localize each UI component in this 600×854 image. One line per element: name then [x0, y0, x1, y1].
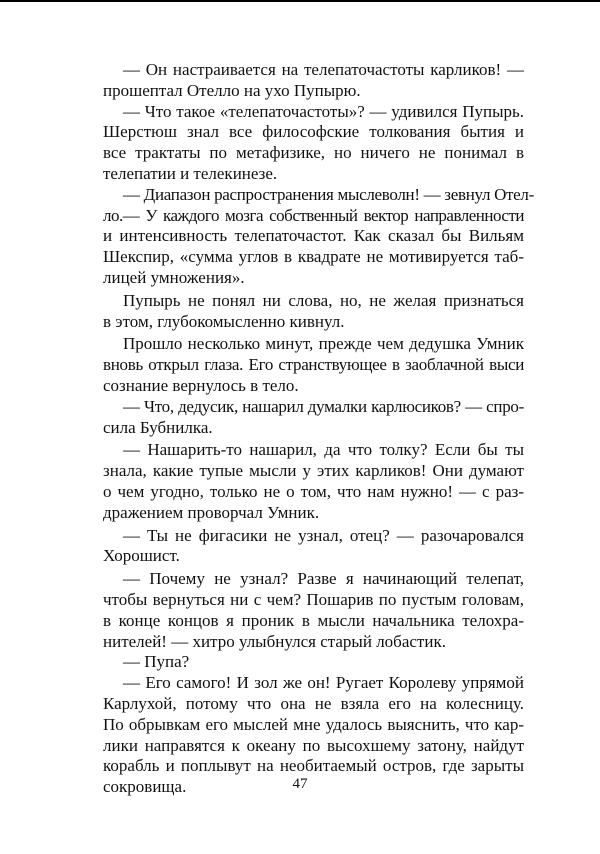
text-line: все трактаты по метафизике, но ничего не понимал в: [103, 143, 524, 163]
text-line: дражением проворчал Умник.: [103, 502, 320, 522]
text-line: Шерстюш знал все философские толкования бытия и: [103, 122, 524, 142]
text-line: сознание вернулось в тело.: [103, 375, 299, 395]
text-line: о чем угодно, только не о том, что нам нужно! — с раз-: [103, 481, 524, 501]
text-line: в конце концов я проник в мысли начальника телохра-: [103, 610, 524, 630]
text-line: в этом, глубокомысленно кивнул.: [103, 311, 345, 331]
text-line: чтобы вернуться ни с чем? Пошарив по пустым головам,: [103, 589, 524, 609]
text-line: — Диапазон распространения мыслеволн! — зевнул Отел-: [123, 184, 534, 204]
text-line: — Ты не фигасики не узнал, отец? — разочаровался: [123, 525, 524, 545]
text-line: — Его самого! И зол же он! Ругает Королеву упрямой: [123, 673, 524, 693]
text-line: — Что, дедусик, нашарил думалки карлюсиков? — спро-: [123, 396, 524, 416]
text-line: Карлухой, потому что она не взяла его на колесницу.: [103, 693, 524, 713]
text-line: ло.— У каждого мозга собственный вектор направленности: [103, 205, 524, 225]
page-number: 47: [292, 776, 308, 792]
text-line: телепатии и телекинезе.: [103, 163, 278, 183]
text-line: и интенсивность телепаточастот. Как сказал бы Вильям: [103, 226, 524, 246]
text-line: знала, какие тупые мысли у этих карликов! Они думают: [103, 461, 524, 481]
text-line: вновь открыл глаза. Его странствующее в заоблачной выси: [103, 355, 524, 375]
text-line: прошептал Отелло на ухо Пупырю.: [103, 80, 361, 100]
text-line: — Пупа?: [123, 652, 190, 672]
text-line: — Нашарить-то нашарил, да что толку? Если бы ты: [123, 440, 524, 460]
page-top-border: [0, 0, 600, 2]
text-line: нителей! — хитро улыбнулся старый лобастик.: [103, 631, 446, 651]
text-line: Хорошист.: [103, 546, 180, 566]
text-line: Прошло несколько минут, прежде чем дедушка Умник: [123, 334, 524, 354]
text-line: сила Бубнилка.: [103, 417, 213, 437]
text-line: лики направятся к океану по высохшему затону, найдут: [103, 735, 524, 755]
text-line: лицей умножения».: [103, 267, 245, 287]
text-line: — Что такое «телепаточастоты»? — удивился Пупырь.: [123, 101, 524, 121]
text-line: сокровища.: [103, 777, 187, 797]
text-line: — Он настраивается на телепаточастоты карликов! —: [123, 60, 524, 79]
book-page-text: [103, 60, 534, 798]
text-line: Шекспир, «сумма углов в квадрате не мотивируется таб-: [103, 247, 524, 267]
text-line: Пупырь не понял ни слова, но, не желая признаться: [123, 290, 524, 310]
text-line: — Почему не узнал? Разве я начинающий телепат,: [123, 569, 524, 589]
text-line: По обрывкам его мыслей мне удалось выяснить, что кар-: [103, 714, 524, 734]
text-line: корабль и поплывут на необитаемый остров, где зарыты: [103, 756, 524, 776]
